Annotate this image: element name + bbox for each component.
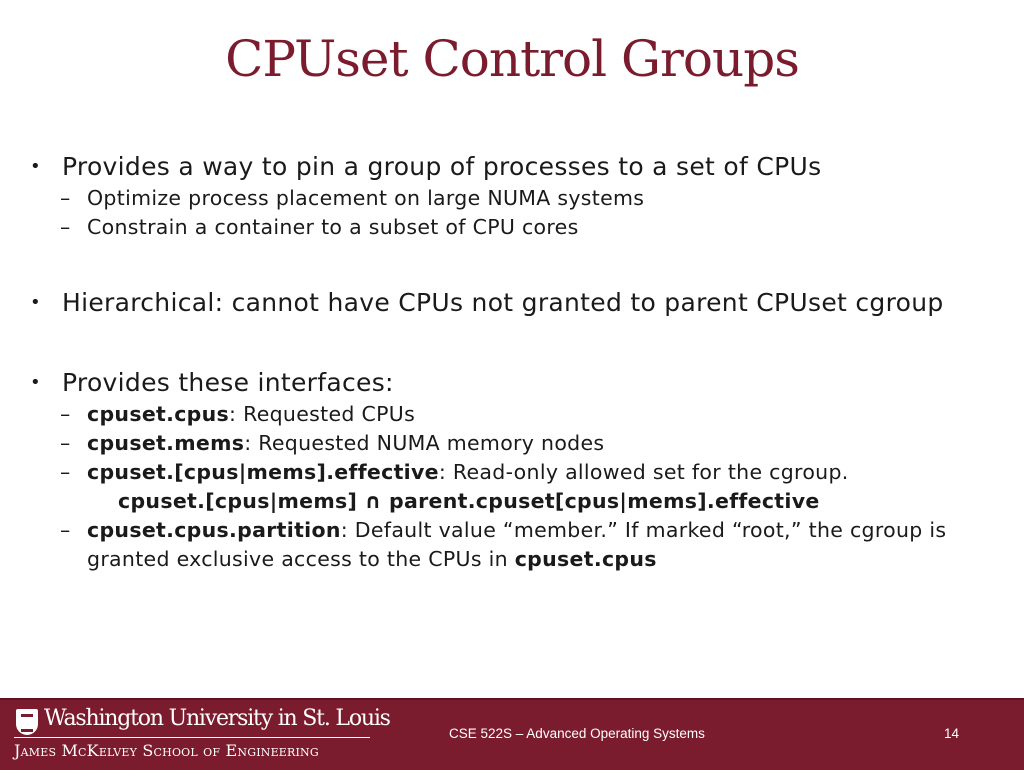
- slide-body: [28, 150, 998, 574]
- interface-desc-bold: cpuset.cpus: [514, 547, 657, 571]
- dash-icon: –: [60, 186, 71, 210]
- interface-desc: : Default value “member.” If marked “root,” the cgroup is granted exclusive access to the CPUs in: [87, 518, 947, 571]
- course-name: CSE 522S – Advanced Operating Systems: [449, 726, 705, 741]
- interface-desc: : Requested NUMA memory nodes: [244, 431, 605, 455]
- interface-cpus: [28, 400, 998, 429]
- interface-mems: [28, 429, 998, 458]
- school-name: James McKelvey School of Engineering: [14, 741, 319, 760]
- university-logo: [12, 706, 390, 766]
- shield-icon: [16, 709, 38, 735]
- bullet-text: Provides a way to pin a group of processes to a set of CPUs: [62, 152, 822, 181]
- sub-bullet-text: Optimize process placement on large NUMA systems: [87, 186, 645, 210]
- bullet-pin-processes: [28, 150, 998, 184]
- interface-partition: [28, 516, 998, 574]
- dash-icon: –: [60, 460, 71, 484]
- interface-name: cpuset.mems: [87, 431, 245, 455]
- bullet-icon: •: [30, 156, 41, 177]
- interface-effective: [28, 458, 998, 487]
- page-number: 14: [944, 726, 960, 741]
- logo-divider: [14, 737, 370, 738]
- bullet-text: Provides these interfaces:: [62, 368, 394, 397]
- sub-bullet-container: [28, 213, 998, 242]
- bullet-hierarchical: [28, 286, 998, 320]
- university-name: Washington University in St. Louis: [44, 706, 390, 731]
- sub-bullet-text: Constrain a container to a subset of CPU cores: [87, 215, 579, 239]
- bullet-icon: •: [30, 372, 41, 393]
- sub-bullet-numa: [28, 184, 998, 213]
- interface-name: cpuset.cpus: [87, 402, 230, 426]
- interface-name: cpuset.[cpus|mems].effective: [87, 460, 439, 484]
- dash-icon: –: [60, 518, 71, 542]
- slide-footer: [0, 698, 1024, 770]
- bullet-interfaces: [28, 366, 998, 400]
- effective-formula: cpuset.[cpus|mems] ∩ parent.cpuset[cpus|mems].effective: [118, 489, 820, 513]
- dash-icon: –: [60, 215, 71, 239]
- bullet-text: Hierarchical: cannot have CPUs not granted to parent CPUset cgroup: [62, 288, 944, 317]
- interface-desc: : Read-only allowed set for the cgroup.: [438, 460, 849, 484]
- bullet-icon: •: [30, 292, 41, 313]
- interface-name: cpuset.cpus.partition: [87, 518, 341, 542]
- dash-icon: –: [60, 402, 71, 426]
- interface-desc: : Requested CPUs: [229, 402, 416, 426]
- slide-title: CPUset Control Groups: [225, 30, 799, 88]
- dash-icon: –: [60, 431, 71, 455]
